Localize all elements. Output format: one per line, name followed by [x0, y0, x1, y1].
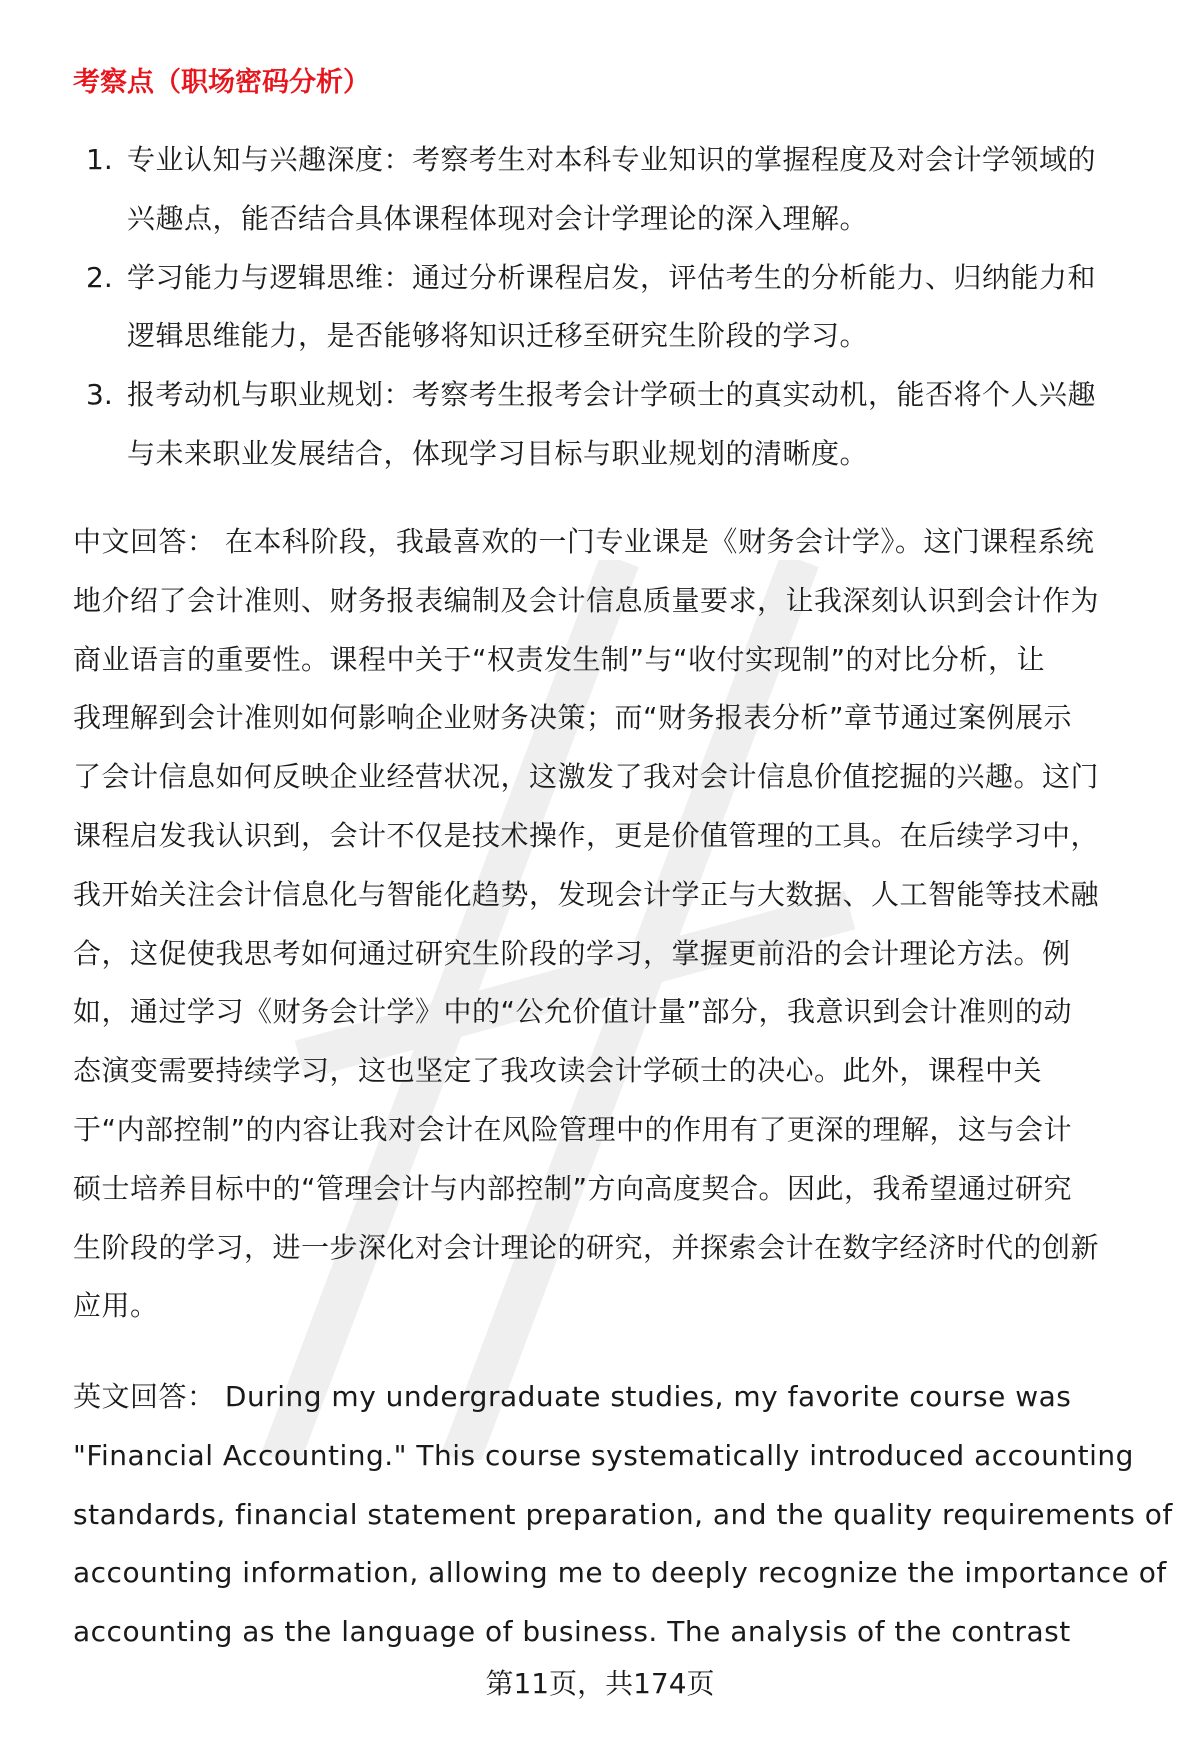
paragraph-line: 英文回答： During my undergraduate studies, my favorite course was	[73, 1380, 1072, 1413]
paragraph-line: accounting as the language of business. The analysis of the contrast	[73, 1615, 1071, 1649]
list-item-text: 兴趣点，能否结合具体课程体现对会计学理论的深入理解。	[127, 201, 869, 235]
paragraph-line: 于“内部控制”的内容让我对会计在风险管理中的作用有了更深的理解，这与会计	[73, 1113, 1073, 1146]
paragraph-line: 了会计信息如何反映企业经营状况，这激发了我对会计信息价值挖掘的兴趣。这门	[73, 760, 1100, 794]
paragraph-line: 如，通过学习《财务会计学》中的“公允价值计量”部分，我意识到会计准则的动	[73, 995, 1073, 1029]
paragraph-line: standards, financial statement preparation, and the quality requirements of	[73, 1497, 1173, 1531]
paragraph-line: 生阶段的学习，进一步深化对会计理论的研究，并探索会计在数字经济时代的创新	[73, 1230, 1100, 1264]
paragraph-line: 硕士培养目标中的“管理会计与内部控制”方向高度契合。因此，我希望通过研究	[73, 1171, 1073, 1205]
list-item-number: 2.	[86, 260, 113, 294]
section-title: 考察点（职场密码分析）	[73, 67, 370, 98]
paragraph-line: 中文回答： 在本科阶段，我最喜欢的一门专业课是《财务会计学》。这门课程系统	[73, 525, 1095, 558]
list-item-text: 报考动机与职业规划：考察考生报考会计学硕士的真实动机，能否将个人兴趣	[127, 378, 1097, 412]
list-item-text: 与未来职业发展结合，体现学习目标与职业规划的清晰度。	[127, 437, 869, 470]
list-item-text: 专业认知与兴趣深度：考察考生对本科专业知识的掌握程度及对会计学领域的	[127, 143, 1097, 176]
paragraph-line: 我理解到会计准则如何影响企业财务决策；而“财务报表分析”章节通过案例展示	[73, 701, 1073, 735]
paragraph-line: 商业语言的重要性。课程中关于“权责发生制”与“收付实现制”的对比分析，让	[73, 642, 1046, 676]
paragraph-line: 课程启发我认识到，会计不仅是技术操作，更是价值管理的工具。在后续学习中，	[73, 819, 1100, 852]
list-item-text: 学习能力与逻辑思维：通过分析课程启发，评估考生的分析能力、归纳能力和	[127, 260, 1097, 294]
paragraph-line: 我开始关注会计信息化与智能化趋势，发现会计学正与大数据、人工智能等技术融	[73, 877, 1100, 911]
paragraph-line: 态演变需要持续学习，这也坚定了我攻读会计学硕士的决心。此外，课程中关	[73, 1054, 1043, 1088]
paragraph-line: accounting information, allowing me to deeply recognize the importance of	[73, 1556, 1167, 1590]
list-item-number: 1.	[86, 143, 113, 176]
paragraph-line: "Financial Accounting." This course systematically introduced accounting	[73, 1438, 1134, 1472]
list-item-text: 逻辑思维能力，是否能够将知识迁移至研究生阶段的学习。	[127, 319, 869, 353]
list-item-number: 3.	[86, 378, 113, 412]
paragraph-line: 合，这促使我思考如何通过研究生阶段的学习，掌握更前沿的会计理论方法。例	[73, 936, 1071, 970]
paragraph-line: 地介绍了会计准则、财务报表编制及会计信息质量要求，让我深刻认识到会计作为	[73, 583, 1100, 617]
paragraph-line: 应用。	[73, 1289, 159, 1323]
page-number: 第11页，共174页	[485, 1667, 715, 1700]
